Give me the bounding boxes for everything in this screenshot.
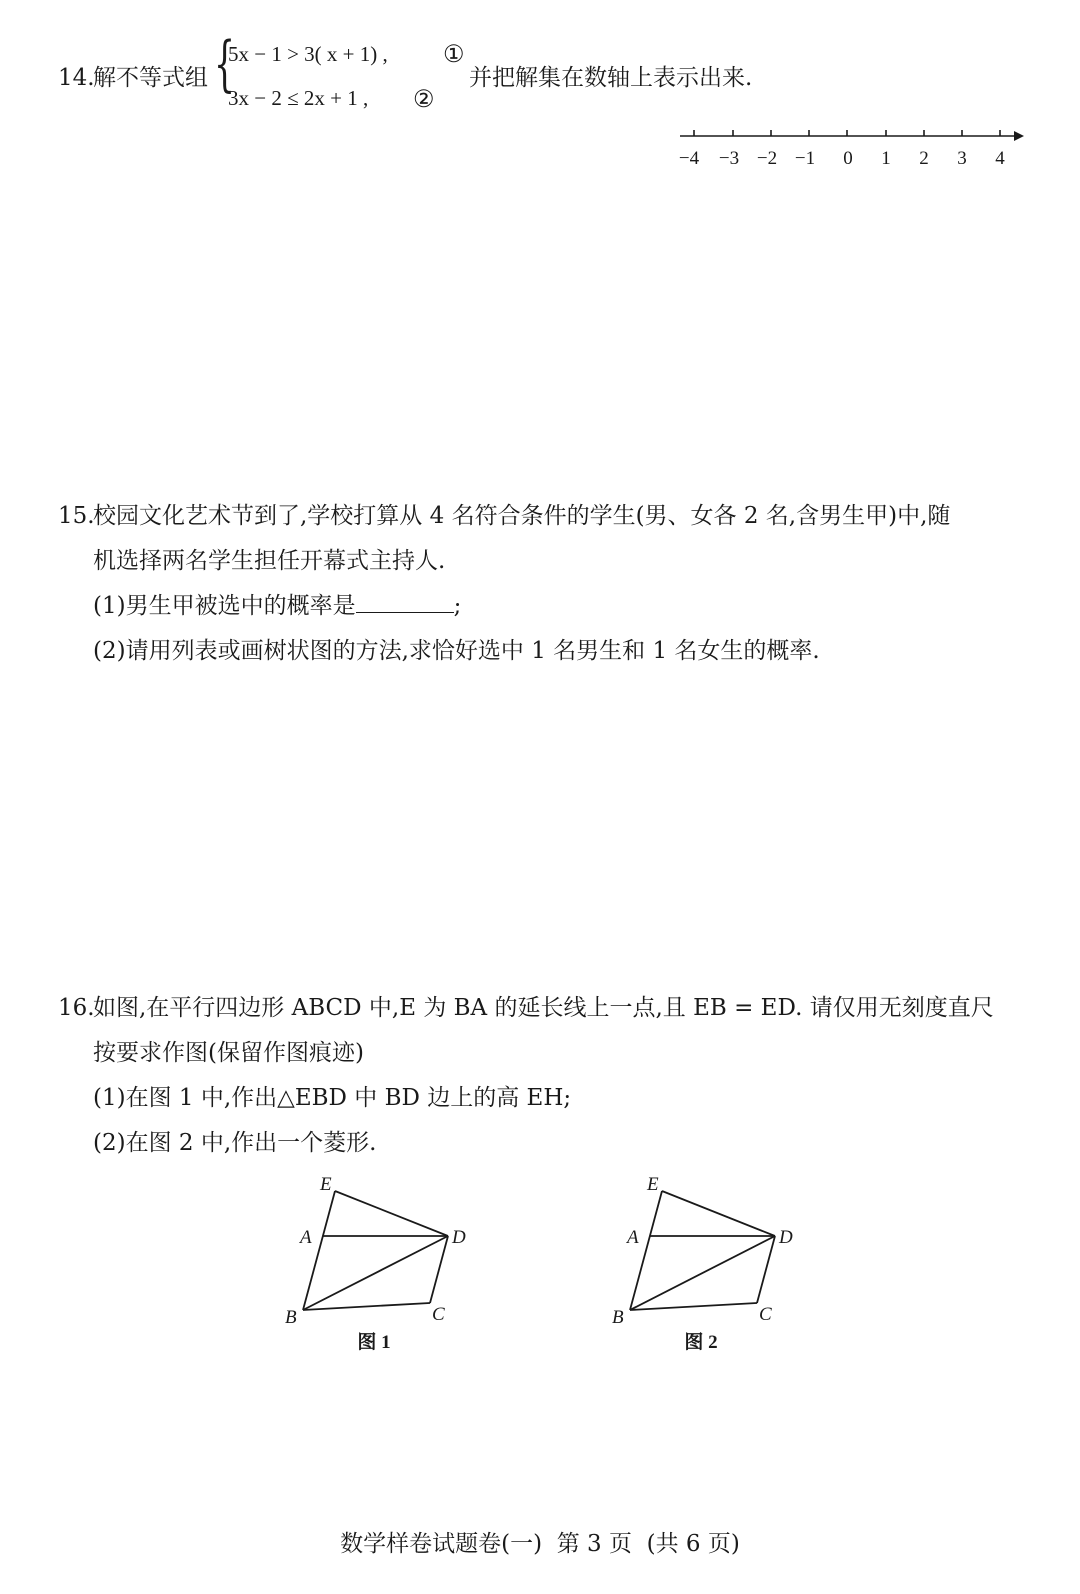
- q14-inequality-2: 3x − 2 ≤ 2x + 1 ,: [228, 86, 369, 110]
- segment-EB: [630, 1191, 662, 1310]
- label-A: A: [627, 1227, 639, 1248]
- tick-label: −2: [756, 148, 778, 169]
- label-E: E: [647, 1174, 659, 1195]
- q14-mark-2: ②: [413, 85, 435, 113]
- q15-part-2: (2)请用列表或画树状图的方法,求恰好选中 1 名男生和 1 名女生的概率.: [93, 638, 820, 664]
- number-line-ticks: [694, 130, 1000, 136]
- q14-tail: 并把解集在数轴上表示出来.: [469, 65, 753, 91]
- label-D: D: [452, 1227, 466, 1248]
- segment-EB: [303, 1191, 335, 1310]
- segment-BC: [303, 1303, 430, 1310]
- q16-number: 16.: [58, 995, 95, 1021]
- figure-2-caption: 图 2: [684, 1332, 718, 1353]
- tick-label: −4: [678, 148, 700, 169]
- segment-BD: [303, 1236, 448, 1310]
- segment-ED: [662, 1191, 775, 1236]
- q15-line-1: 校园文化艺术节到了,学校打算从 4 名符合条件的学生(男、女各 2 名,含男生甲)中,随: [93, 503, 951, 529]
- label-D: D: [779, 1227, 793, 1248]
- q14-lead: 解不等式组: [93, 65, 208, 91]
- segment-CD: [757, 1236, 775, 1303]
- q16-part-1: (1)在图 1 中,作出△EBD 中 BD 边上的高 EH;: [93, 1085, 572, 1111]
- q14-inequality-1: 5x − 1 > 3( x + 1) ,: [228, 42, 388, 66]
- q15-number: 15.: [58, 503, 95, 529]
- tick-label: −1: [794, 148, 816, 169]
- tick-label: −3: [718, 148, 740, 169]
- q14-brace: {: [214, 29, 236, 99]
- q15-part-1-text: (1)男生甲被选中的概率是: [93, 593, 356, 619]
- label-A: A: [300, 1227, 312, 1248]
- number-line: [672, 120, 1032, 180]
- label-B: B: [612, 1307, 624, 1328]
- tick-label: 4: [995, 148, 1005, 169]
- label-B: B: [285, 1307, 297, 1328]
- segment-CD: [430, 1236, 448, 1303]
- page-footer: 数学样卷试题卷(一) 第 3 页 (共 6 页): [340, 1531, 740, 1557]
- figure-1: [270, 1165, 490, 1365]
- tick-label: 2: [919, 148, 929, 169]
- q14-mark-1: ①: [443, 40, 465, 68]
- q15-part-1-end: ;: [453, 593, 462, 619]
- figure-1-caption: 图 1: [357, 1332, 391, 1353]
- q16-line-1: 如图,在平行四边形 ABCD 中,E 为 BA 的延长线上一点,且 EB = ED. 请仅用无刻度直尺: [93, 995, 994, 1021]
- number-line-arrow: [1014, 131, 1024, 141]
- segment-ED: [335, 1191, 448, 1236]
- q14-number: 14.: [58, 65, 95, 91]
- q15-line-2: 机选择两名学生担任开幕式主持人.: [93, 548, 446, 574]
- tick-label: 1: [881, 148, 891, 169]
- q15-part-1: [93, 590, 461, 622]
- answer-blank: [356, 592, 454, 613]
- q16-part-2: (2)在图 2 中,作出一个菱形.: [93, 1130, 377, 1156]
- label-E: E: [320, 1174, 332, 1195]
- tick-label: 0: [843, 148, 853, 169]
- segment-BD: [630, 1236, 775, 1310]
- q16-line-2: 按要求作图(保留作图痕迹): [93, 1040, 364, 1066]
- segment-BC: [630, 1303, 757, 1310]
- figure-2: [597, 1165, 817, 1365]
- tick-label: 3: [957, 148, 967, 169]
- label-C: C: [759, 1304, 772, 1325]
- label-C: C: [432, 1304, 445, 1325]
